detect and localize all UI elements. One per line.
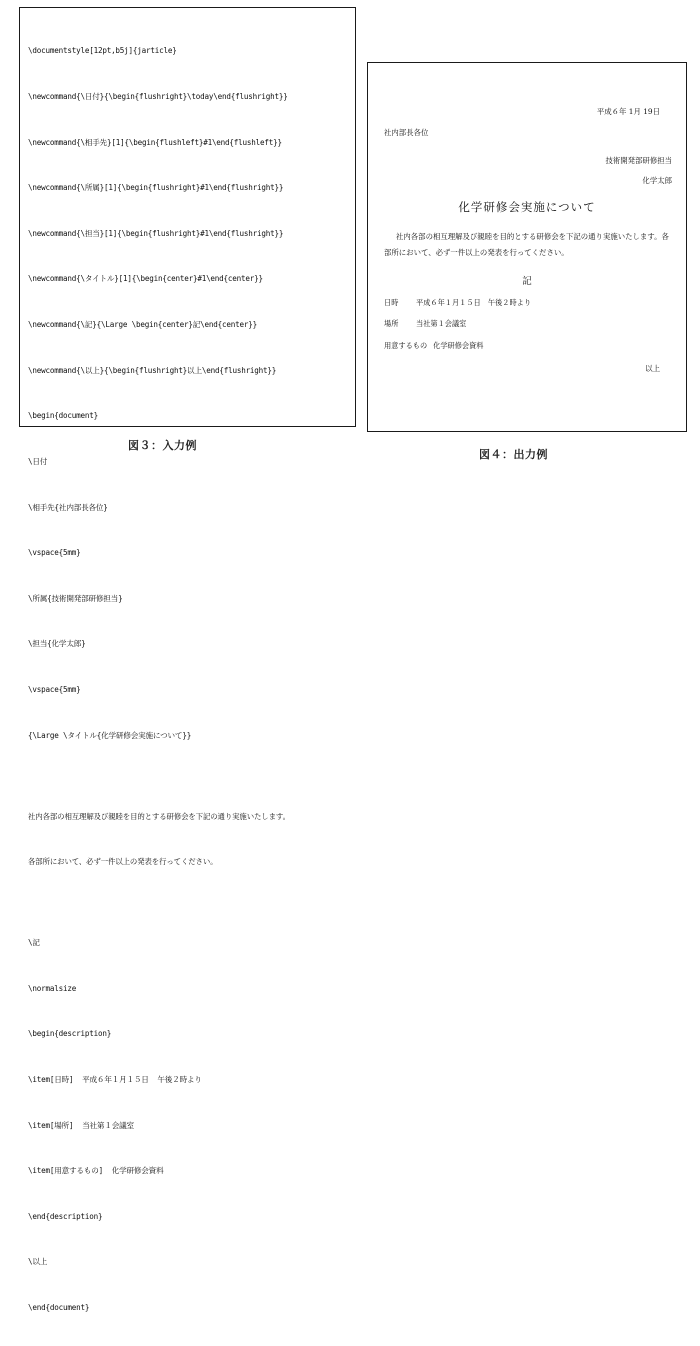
source-line: {\Large \タイトル{化学研修会実施について}} [28, 730, 192, 740]
description-value: 当社第１会議室 [416, 319, 467, 328]
source-line: \begin{description} [28, 1029, 112, 1039]
source-line: \newcommand{\タイトル}[1]{\begin{center}#1\end{center}} [28, 274, 263, 284]
letter-sender-department: 技術開発部研修担当 [605, 156, 672, 165]
source-line: \newcommand{\記}{\Large \begin{center}記\end{center}} [28, 320, 258, 330]
source-line: \newcommand{\日付}{\begin{flushright}\today\end{flushright}} [28, 92, 288, 102]
description-value: 化学研修会資料 [433, 341, 484, 350]
description-term: 用意するもの [384, 341, 428, 350]
description-term: 日時 [384, 298, 399, 307]
description-item [384, 319, 466, 329]
source-line: \normalsize [28, 983, 77, 993]
figure-3-caption: 図３：入力例 [128, 439, 197, 452]
source-line: \newcommand{\担当}[1]{\begin{flushright}#1\end{flushright}} [28, 228, 284, 238]
letter-closing: 以上 [645, 364, 660, 373]
source-line: \担当{化学太郎} [28, 639, 86, 649]
source-prose-line: 社内各部の相互理解及び親睦を目的とする研修会を下記の通り実施いたします。 [28, 811, 290, 821]
source-line: \以上 [28, 1257, 48, 1267]
letter-body: 社内各部の相互理解及び親睦を目的とする研修会を下記の通り実施いたします。各部所において、必ず一件以上の発表を行ってください。 [384, 232, 669, 257]
latex-source [28, 13, 351, 1346]
source-line: \日付 [28, 456, 48, 466]
source-line: \記 [28, 938, 40, 948]
source-line: \item[用意するもの] 化学研修会資料 [28, 1166, 164, 1176]
source-line: \相手先{社内部長各位} [28, 502, 108, 512]
source-line: \vspace{5mm} [28, 684, 81, 694]
source-line: \item[場所] 当社第１会議室 [28, 1120, 134, 1130]
source-line: \begin{document} [28, 411, 98, 421]
source-line: \vspace{5mm} [28, 548, 81, 558]
description-term: 場所 [384, 319, 399, 328]
description-item [384, 341, 483, 351]
output-example-panel [367, 62, 687, 432]
source-line: \newcommand{\所属}[1]{\begin{flushright}#1\end{flushright}} [28, 183, 284, 193]
letter-addressee: 社内部長各位 [384, 128, 429, 137]
description-item [384, 298, 531, 308]
figure-4-caption: 図４：出力例 [479, 448, 548, 461]
description-value: 平成６年１月１５日 午後２時より [416, 298, 532, 307]
letter-title: 化学研修会実施について [458, 200, 596, 214]
source-line: \item[日時] 平成６年１月１５日 午後２時より [28, 1075, 202, 1085]
letter-date: 平成６年 1月 19日 [596, 107, 660, 116]
letter-ki-heading: 記 [522, 276, 532, 287]
letter-sender-name: 化学太郎 [642, 176, 672, 185]
source-line: \所属{技術開発部研修担当} [28, 593, 123, 603]
source-prose-line: 各部所において、必ず一件以上の発表を行ってください。 [28, 857, 218, 867]
source-line: \newcommand{\以上}{\begin{flushright}以上\end{flushright}} [28, 365, 277, 375]
source-line: \end{description} [28, 1211, 103, 1221]
source-line: \newcommand{\相手先}[1]{\begin{flushleft}#1\end{flushleft}} [28, 137, 282, 147]
source-line: \end{document} [28, 1303, 90, 1313]
source-line: \documentstyle[12pt,b5j]{jarticle} [28, 46, 177, 56]
